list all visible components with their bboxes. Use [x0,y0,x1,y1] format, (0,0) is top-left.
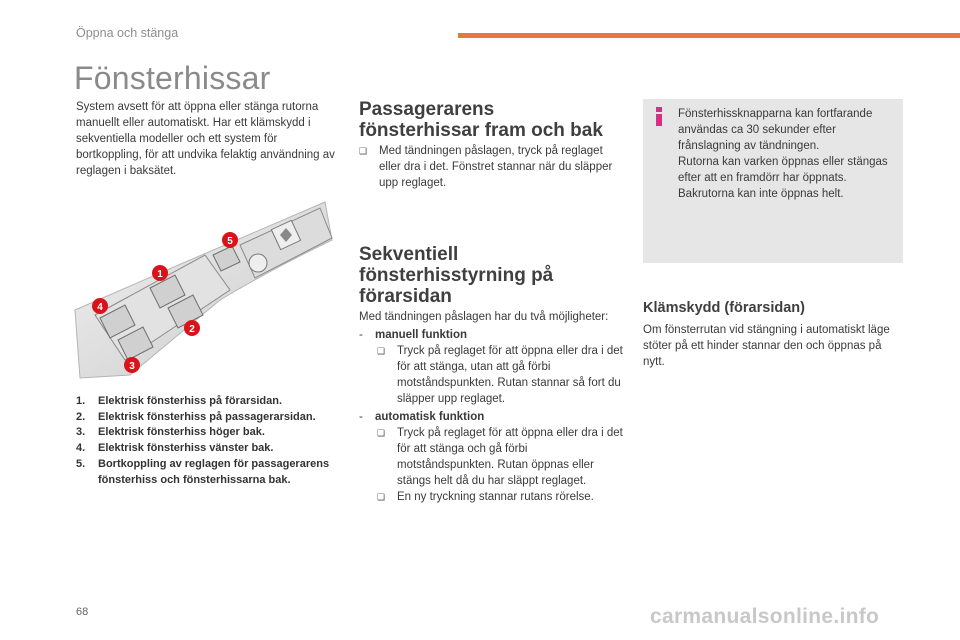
automatic-mode-stop-text: En ny tryckning stannar rutans rörelse. [397,491,594,503]
antipinch-heading: Klämskydd (förarsidan) [643,300,805,316]
bullet-icon: ❑ [359,146,368,156]
callout-2: 2 [189,324,195,335]
automatic-mode-label: automatisk funktion [375,411,485,423]
sequential-section [359,244,619,307]
legend-item: 3. Elektrisk fönsterhiss höger bak. [76,426,265,439]
dash-marker: - [359,411,363,423]
callout-5: 5 [227,236,233,247]
callout-3: 3 [129,361,135,372]
sequential-body [359,309,623,505]
header-section-title: Öppna och stänga [76,26,179,40]
bullet-icon: ❑ [377,428,386,438]
manual-mode-label: manuell funktion [375,329,467,341]
sequential-intro: Med tändningen påslagen har du två möjligheter: [359,311,609,323]
automatic-mode-text: Tryck på reglaget för att öppna eller dra i det för att stänga och gå förbi motståndspunkten. Rutan öppnas eller stängs helt då du har släppt reglaget. [397,427,623,487]
manual-mode-text: Tryck på reglaget för att öppna eller dra i det för att stänga, utan att gå förbi motståndspunkten. Rutan stannar så fort du släpper upp reglaget. [397,345,623,405]
legend-item: 4. Elektrisk fönsterhiss vänster bak. [76,442,274,455]
header-accent-bar [458,33,960,38]
sequential-heading: Sekventiell fönsterhisstyrning på förarsidan [359,244,554,307]
info-icon [651,107,667,126]
legend-list [76,394,338,488]
legend-item: 1. Elektrisk fönsterhiss på förarsidan. [76,395,283,407]
callout-1: 1 [157,269,163,280]
info-line-3: Bakrutorna kan inte öppnas helt. [678,188,844,200]
info-line-1: Fönsterhissknapparna kan fortfarande användas ca 30 sekunder efter frånslagning av tändningen. [678,108,873,152]
legend-item: 5. Bortkoppling av reglagen för passagerarens fönsterhiss och fönsterhissarna bak. [76,457,330,486]
callout-4: 4 [97,302,103,313]
watermark: carmanualsonline.info [650,605,880,628]
passenger-section [359,99,619,141]
bullet-icon: ❑ [377,346,386,356]
bullet-icon: ❑ [377,492,386,502]
page-title: Fönsterhissar [74,60,271,96]
info-line-2: Rutorna kan varken öppnas eller stängas efter att en framdörr har öppnats. [678,156,888,184]
antipinch-paragraph: Om fönsterrutan vid stängning i automatiskt läge stöter på ett hinder stannar den och öppnas på nytt. [643,324,890,368]
page-number: 68 [76,606,89,618]
legend-item: 2. Elektrisk fönsterhiss på passagerarsidan. [76,410,316,423]
intro-paragraph: System avsett för att öppna eller stänga rutorna manuellt eller automatiskt. Har ett klämskydd i sekventiella modeller och ett system för bortkoppling, för att undvika felaktig användning av reglagen i baksätet. [76,101,335,177]
info-text [678,106,894,202]
passenger-bullet-text: Med tändningen påslagen, tryck på reglaget eller dra i det. Fönstret stannar när du släpper upp reglaget. [379,145,613,189]
passenger-paragraph [359,143,621,191]
window-switch-panel-illustration [70,200,340,380]
passenger-heading: Passagerarens fönsterhissar fram och bak [359,99,603,141]
dash-marker: - [359,329,363,341]
